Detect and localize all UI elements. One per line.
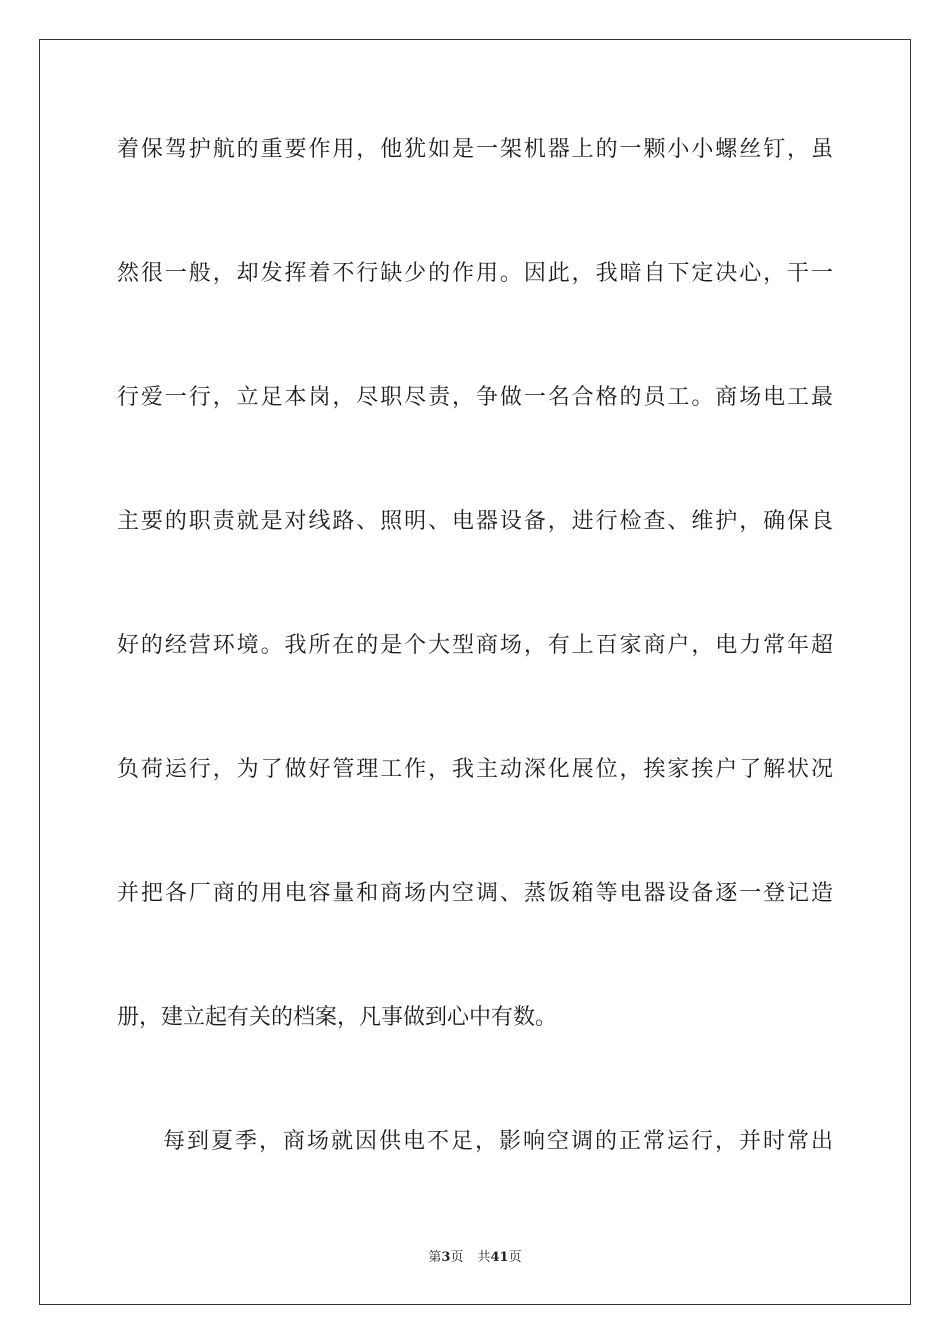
body-text-line-1: 着保驾护航的重要作用，他犹如是一架机器上的一颗小小螺丝钉，虽 <box>117 137 833 162</box>
page-prefix: 第 <box>428 1250 442 1265</box>
total-pages: 41 <box>490 1250 509 1265</box>
total-prefix: 共 <box>477 1250 491 1265</box>
page-footer <box>0 1248 950 1268</box>
body-text-line-4: 主要的职责就是对线路、照明、电器设备，进行检查、维护，确保良 <box>117 509 833 534</box>
body-text-line-8: 册，建立起有关的档案，凡事做到心中有数。 <box>117 1005 558 1030</box>
body-text-line-5: 好的经营环境。我所在的是个大型商场，有上百家商户，电力常年超 <box>117 633 833 658</box>
page-number: 3 <box>441 1250 451 1265</box>
body-text-line-3: 行爱一行，立足本岗，尽职尽责，争做一名合格的员工。商场电工最 <box>117 385 833 410</box>
body-text-line-7: 并把各厂商的用电容量和商场内空调、蒸饭箱等电器设备逐一登记造 <box>117 881 833 906</box>
body-text-line-2: 然很一般，却发挥着不行缺少的作用。因此，我暗自下定决心，干一 <box>117 261 833 286</box>
paragraph-first-line: 每到夏季，商场就因供电不足，影响空调的正常运行，并时常出 <box>163 1129 833 1154</box>
total-suffix: 页 <box>508 1250 522 1265</box>
body-text-line-6: 负荷运行，为了做好管理工作，我主动深化展位，挨家挨户了解状况 <box>117 757 833 782</box>
page-border <box>39 39 911 1305</box>
page-suffix: 页 <box>450 1250 464 1265</box>
